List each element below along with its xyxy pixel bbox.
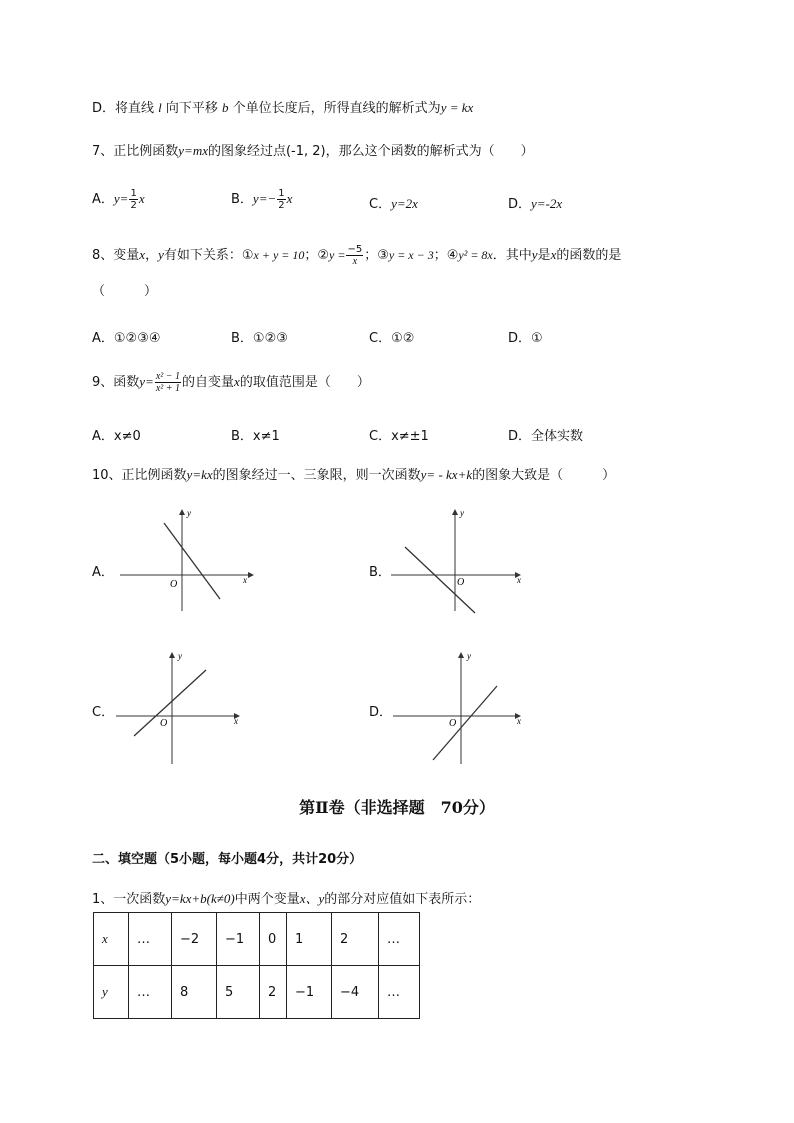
table-cell: …	[129, 913, 172, 966]
table-cell: 2	[260, 966, 287, 1019]
graph-b-label: B．	[369, 565, 391, 580]
x-axis-arrow	[248, 572, 254, 578]
q7-option-c: C．y=2x	[369, 196, 418, 212]
origin-label: O	[457, 577, 465, 588]
origin-label: O	[449, 718, 457, 729]
fraction: $\frac{1}{2}$	[278, 188, 285, 211]
table-cell: 8	[172, 966, 217, 1019]
graph-b	[385, 505, 535, 615]
fraction: $\frac{1}{2}$	[130, 188, 137, 211]
option-d-statement: D．将直线 l 向下平移 b 个单位长度后，所得直线的解析式为y = kx	[92, 100, 474, 116]
q9-option-b: B．x≠1	[231, 429, 280, 444]
table-cell: …	[379, 913, 420, 966]
table-cell: 1	[287, 913, 332, 966]
question-9: 9、函数y= $\frac{\text{x² − 1}}{\text{x² + 1}}$ 的自变量x的取值范围是（ ）	[92, 371, 370, 394]
table-cell: y	[94, 966, 129, 1019]
question-10: 10、正比例函数y=kx的图象经过一、三象限，则一次函数y= - kx+k的图象大致是（ ）	[92, 467, 616, 483]
origin-label: O	[160, 718, 168, 729]
q7-option-b: B．y=− $\frac{1}{2}$ x	[231, 188, 293, 211]
value-table	[93, 912, 420, 1019]
question-8: 8、变量x，y有如下关系：①x + y = 10；②y = $\frac{-5}{x}$ ；③y = x − 3；④y² = 8x．其中y是x的函数的是	[92, 244, 622, 267]
table-cell: −1	[217, 913, 260, 966]
fraction: $\frac{\text{x² − 1}}{\text{x² + 1}}$	[155, 371, 181, 394]
y-axis-label: y	[467, 651, 471, 661]
function-line	[405, 547, 475, 613]
table-cell: −4	[332, 966, 379, 1019]
table-row	[94, 913, 420, 966]
x-axis-label: x	[243, 575, 247, 585]
y-axis-label: y	[460, 508, 464, 518]
y-axis-label: y	[178, 651, 182, 661]
table-cell: …	[379, 966, 420, 1019]
x-axis-label: x	[517, 575, 521, 585]
y-axis-arrow	[169, 652, 175, 658]
table-cell: −1	[287, 966, 332, 1019]
y-axis-label: y	[187, 508, 191, 518]
x-axis-label: x	[234, 716, 238, 726]
equation: y = kx	[440, 100, 474, 115]
graph-a-label: A．	[92, 565, 114, 580]
q7-option-d: D．y=-2x	[508, 196, 563, 212]
graph-d	[385, 648, 535, 766]
graph-a	[110, 505, 260, 615]
y-axis-arrow	[458, 652, 464, 658]
table-cell: 5	[217, 966, 260, 1019]
graph-c	[110, 648, 260, 766]
q9-option-c: C．x≠±1	[369, 429, 429, 444]
table-cell: x	[94, 913, 129, 966]
section-title: 第Ⅱ卷（非选择题 70分）	[299, 798, 495, 817]
y-axis-arrow	[452, 509, 458, 515]
table-cell: …	[129, 966, 172, 1019]
q9-option-a: A．x≠0	[92, 429, 141, 444]
origin-label: O	[170, 579, 178, 590]
q8-option-b: B．①②③	[231, 331, 288, 346]
table-row	[94, 966, 420, 1019]
question-7: 7、正比例函数y=mx的图象经过点(-1, 2)，那么这个函数的解析式为（ ）	[92, 143, 534, 159]
q9-option-d: D．全体实数	[508, 429, 584, 444]
graph-c-label: C．	[92, 705, 115, 720]
fill-question-1: 1、一次函数y=kx+b(k≠0)中两个变量x、y的部分对应值如下表所示：	[92, 891, 481, 907]
q8-option-c: C．①②	[369, 331, 415, 346]
y-axis-arrow	[179, 509, 185, 515]
q8-option-a: A．①②③④	[92, 331, 161, 346]
x-axis-label: x	[517, 716, 521, 726]
question-8-answer-blank: （ ）	[92, 284, 158, 299]
section-subtitle: 二、填空题（5小题，每小题4分，共计20分）	[92, 852, 363, 867]
q7-option-a: A．y= $\frac{1}{2}$ x	[92, 188, 145, 211]
function-line	[433, 686, 497, 760]
table-cell: −2	[172, 913, 217, 966]
table-cell: 0	[260, 913, 287, 966]
q8-option-d: D．①	[508, 331, 543, 346]
graph-d-label: D．	[369, 705, 393, 720]
function-line	[134, 670, 206, 736]
fraction: $\frac{-5}{x}$	[347, 244, 363, 267]
table-cell: 2	[332, 913, 379, 966]
